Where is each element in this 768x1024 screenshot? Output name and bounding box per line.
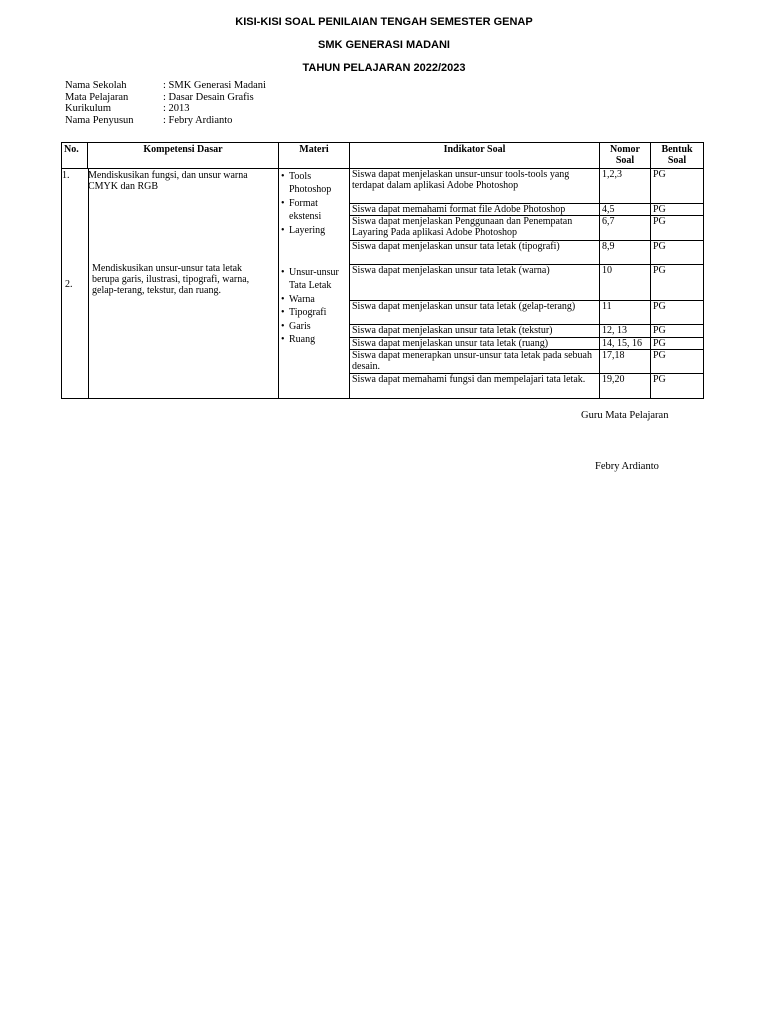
indikator-cell: Siswa dapat menjelaskan Penggunaan dan Penempatan Layaring Pada aplikasi Adobe Photoshop	[350, 216, 600, 241]
header-kompetensi: Kompetensi Dasar	[88, 143, 279, 169]
no-column	[62, 169, 89, 398]
kd-text-2: Mendiskusikan unsur-unsur tata letak berupa garis, ilustrasi, tipografi, warna, gelap-terang, tekstur, dan ruang.	[92, 263, 250, 296]
header-materi: Materi	[279, 143, 350, 169]
bentuk-cell: PG	[651, 300, 704, 325]
indikator-cell: Siswa dapat menerapkan unsur-unsur tata letak pada sebuah desain.	[350, 349, 600, 374]
indikator-cell: Siswa dapat menjelaskan unsur tata letak (ruang)	[350, 337, 600, 349]
header-bentuk-soal	[651, 143, 704, 169]
header-indikator: Indikator Soal	[350, 143, 600, 169]
header-nomor-line2: Soal	[615, 155, 635, 166]
bentuk-cell: PG	[651, 325, 704, 337]
doc-title-line1: KISI-KISI SOAL PENILAIAN TENGAH SEMESTER GENAP	[235, 16, 533, 28]
materi-item: • Format ekstensi	[281, 197, 343, 224]
materi-cell	[279, 169, 350, 399]
bentuk-cell: PG	[651, 349, 704, 374]
signature-role: Guru Mata Pelajaran	[581, 410, 669, 421]
indikator-cell: Siswa dapat menjelaskan unsur tata letak (tipografi)	[350, 240, 600, 265]
info-value: : Dasar Desain Grafis	[163, 91, 254, 103]
materi-item: • Layering	[281, 224, 343, 237]
bentuk-cell: PG	[651, 337, 704, 349]
info-block	[65, 80, 266, 126]
bentuk-cell: PG	[651, 216, 704, 241]
materi-block	[279, 169, 349, 398]
materi-list-2	[281, 266, 343, 346]
info-value: : Febry Ardianto	[163, 114, 233, 126]
nomor-cell: 11	[600, 300, 651, 325]
materi-list-1	[281, 170, 343, 237]
info-label: Mata Pelajaran	[65, 91, 129, 103]
doc-title-line2: SMK GENERASI MADANI	[317, 39, 450, 51]
kd-number-2: 2.	[65, 279, 73, 290]
bentuk-cell: PG	[651, 203, 704, 215]
header-bentuk-line1: Bentuk	[661, 144, 693, 155]
info-row-mapel	[65, 92, 266, 104]
kisi-kisi-table	[61, 142, 704, 399]
nomor-cell: 8,9	[600, 240, 651, 265]
info-value: : SMK Generasi Madani	[163, 80, 266, 91]
header-no: No.	[62, 143, 88, 169]
materi-item: • Ruang	[281, 333, 343, 346]
bentuk-cell: PG	[651, 265, 704, 301]
bentuk-cell: PG	[651, 169, 704, 204]
info-label: Nama Penyusun	[65, 114, 134, 126]
bentuk-cell: PG	[651, 240, 704, 265]
table-row	[62, 169, 704, 204]
info-label: Nama Sekolah	[65, 80, 127, 91]
kd-cell	[62, 169, 279, 399]
header-bentuk-line2: Soal	[667, 155, 687, 166]
nomor-cell: 1,2,3	[600, 169, 651, 204]
header-nomor-soal	[600, 143, 651, 169]
signature-name: Febry Ardianto	[595, 461, 659, 472]
info-label: Kurikulum	[65, 103, 112, 115]
info-row-penyusun	[65, 115, 266, 127]
nomor-cell: 12, 13	[600, 325, 651, 337]
kd-number-1: 1.	[62, 170, 70, 181]
table-header-row	[62, 143, 704, 169]
nomor-cell: 14, 15, 16	[600, 337, 651, 349]
nomor-cell: 6,7	[600, 216, 651, 241]
kd-column	[62, 169, 278, 398]
materi-item: • Unsur-unsur Tata Letak	[281, 266, 343, 293]
nomor-cell: 10	[600, 265, 651, 301]
materi-item: • Garis	[281, 320, 343, 333]
header-nomor-line1: Nomor	[610, 144, 640, 155]
info-value: : 2013	[163, 103, 190, 115]
indikator-cell: Siswa dapat memahami format file Adobe Photoshop	[350, 203, 600, 215]
info-row-sekolah	[65, 80, 266, 92]
materi-item: • Warna	[281, 293, 343, 306]
materi-item: • Tipografi	[281, 306, 343, 319]
info-row-kurikulum	[65, 103, 266, 115]
kd-text-1: Mendiskusikan fungsi, dan unsur warna CMYK dan RGB	[88, 170, 248, 192]
indikator-cell: Siswa dapat menjelaskan unsur-unsur tools-tools yang terdapat dalam aplikasi Adobe Photoshop	[350, 169, 600, 204]
indikator-cell: Siswa dapat menjelaskan unsur tata letak (tekstur)	[350, 325, 600, 337]
nomor-cell: 17,18	[600, 349, 651, 374]
indikator-cell: Siswa dapat memahami fungsi dan mempelajari tata letak.	[350, 374, 600, 399]
indikator-cell: Siswa dapat menjelaskan unsur tata letak (warna)	[350, 265, 600, 301]
bentuk-cell: PG	[651, 374, 704, 399]
nomor-cell: 19,20	[600, 374, 651, 399]
indikator-cell: Siswa dapat menjelaskan unsur tata letak (gelap-terang)	[350, 300, 600, 325]
materi-item: • Tools Photoshop	[281, 170, 343, 197]
nomor-cell: 4,5	[600, 203, 651, 215]
doc-title-line3: TAHUN PELAJARAN 2022/2023	[302, 62, 466, 74]
